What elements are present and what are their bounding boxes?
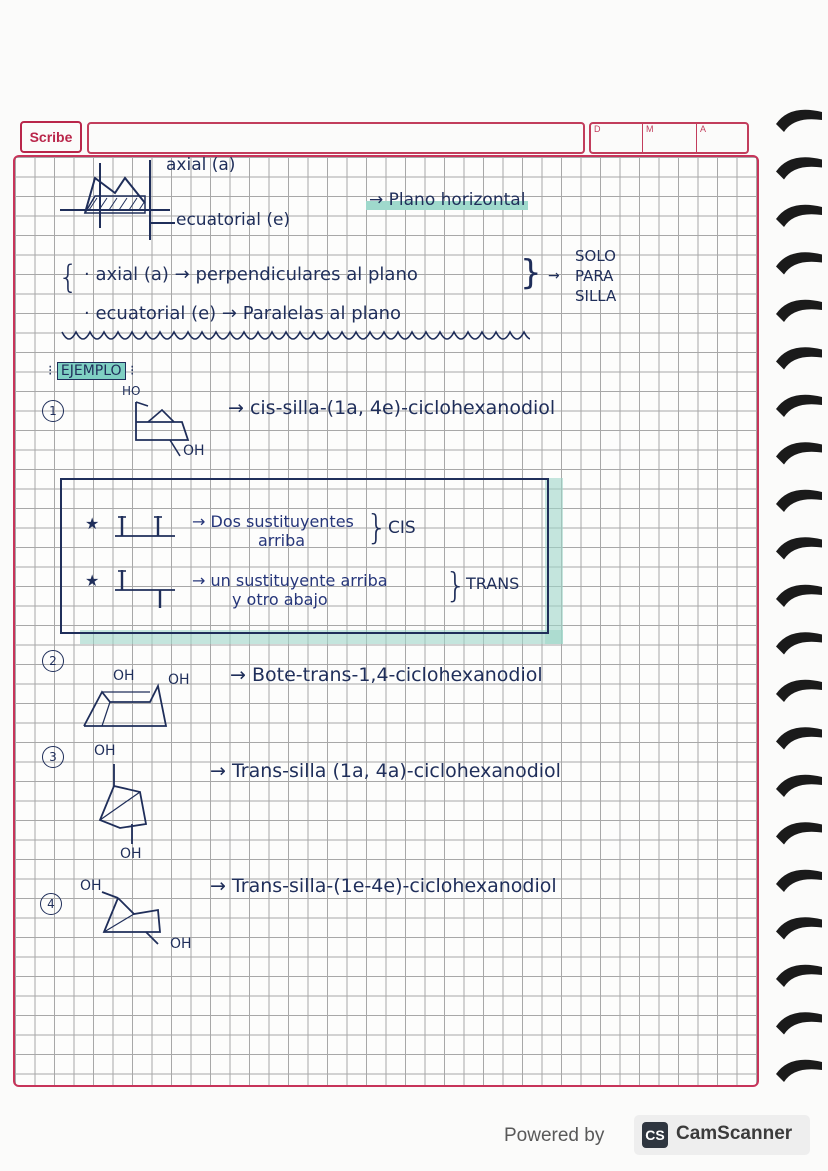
spiral-ring [776, 775, 822, 797]
cis-description [192, 512, 354, 550]
spiral-ring [776, 680, 822, 702]
cis-brace: } [366, 508, 388, 548]
ex4-chair-structure [98, 888, 178, 950]
ex4-oh-top: OH [80, 878, 102, 894]
spiral-ring [776, 870, 822, 892]
ex3-oh-top: OH [94, 743, 116, 759]
solo-line: SOLO [575, 247, 616, 265]
para-line: PARA [575, 267, 614, 285]
ex2-oh-2: OH [168, 672, 190, 688]
spiral-ring [776, 822, 822, 844]
plano-horizontal-text: → Plano horizontal [366, 190, 528, 210]
spiral-ring [776, 395, 822, 417]
spiral-ring [776, 300, 822, 322]
right-brace: } [520, 253, 542, 293]
axial-label: axial (a) [166, 155, 236, 175]
ex4-name: → Trans-silla-(1e-4e)-ciclohexanodiol [210, 875, 557, 897]
trans-label: TRANS [466, 574, 520, 593]
ejemplo-dash-left: ⁝ [48, 363, 57, 379]
trans-description [192, 571, 388, 609]
spiral-ring [776, 205, 822, 227]
spiral-ring [776, 537, 822, 559]
spiral-ring [776, 1060, 822, 1082]
ex3-name: → Trans-silla (1a, 4a)-ciclohexanodiol [210, 760, 561, 782]
spiral-ring [776, 347, 822, 369]
ecuatorial-label: ecuatorial (e) [176, 210, 291, 230]
rule-axial: · axial (a) → perpendiculares al plano [84, 264, 418, 285]
ex1-oh-label: OH [183, 443, 205, 459]
example-1-number: 1 [42, 400, 64, 422]
cis-trans-box [60, 478, 549, 634]
star-icon-2: ★ [85, 571, 100, 590]
trans-line-1: → un sustituyente arriba [192, 571, 388, 590]
solo-para-silla [575, 246, 616, 306]
ex2-name: → Bote-trans-1,4-ciclohexanodiol [230, 664, 543, 686]
left-brace: { [58, 258, 79, 296]
example-3-number: 3 [42, 746, 64, 768]
ex2-boat-structure [80, 682, 170, 732]
wavy-underline [60, 320, 530, 350]
trans-symbol [110, 568, 180, 610]
rule-ecuatorial: · ecuatorial (e) → Paralelas al plano [84, 303, 402, 324]
camscanner-badge [634, 1115, 810, 1155]
spiral-ring [776, 442, 822, 464]
example-4-number: 4 [40, 893, 62, 915]
ex2-oh-1: OH [113, 668, 135, 684]
powered-by-label: Powered by [504, 1125, 605, 1146]
ex3-oh-bottom: OH [120, 846, 142, 862]
ex4-oh-bottom: OH [170, 936, 192, 952]
spiral-rings [770, 90, 828, 1090]
ex1-ho-label: HO [122, 384, 141, 398]
title-field [87, 122, 585, 154]
spiral-ring [776, 917, 822, 939]
cis-label: CIS [388, 518, 416, 538]
spiral-ring [776, 1012, 822, 1034]
spiral-ring [776, 585, 822, 607]
brand-logo: Scribe [20, 121, 82, 153]
date-year-label: A [700, 124, 707, 134]
brace-arrow: → [548, 268, 560, 284]
ejemplo-heading [48, 363, 134, 379]
camscanner-logo-icon: CS [642, 1122, 668, 1148]
trans-line-2: y otro abajo [232, 590, 328, 609]
date-field [589, 122, 749, 154]
example-2-number: 2 [42, 650, 64, 672]
date-day-label: D [591, 124, 643, 152]
spiral-ring [776, 110, 822, 132]
spiral-ring [776, 632, 822, 654]
trans-brace: } [445, 566, 467, 606]
cis-line-1: → Dos sustituyentes [192, 512, 354, 531]
spiral-ring [776, 490, 822, 512]
spiral-ring [776, 727, 822, 749]
star-icon: ★ [85, 514, 100, 533]
date-month-label: M [643, 124, 697, 152]
camscanner-name: CamScanner [676, 1123, 793, 1144]
ex3-chair-structure [80, 762, 160, 852]
spiral-binding [770, 90, 828, 1090]
ex1-name: → cis-silla-(1a, 4e)-ciclohexanodiol [228, 397, 556, 419]
spiral-ring [776, 965, 822, 987]
ejemplo-dash-right: ⁝ [125, 363, 135, 379]
cis-symbol [110, 512, 180, 542]
spiral-ring [776, 252, 822, 274]
plano-horizontal-label [366, 190, 528, 210]
ejemplo-text: EJEMPLO [57, 362, 126, 380]
silla-line: SILLA [575, 287, 617, 305]
spiral-ring [776, 157, 822, 179]
cis-line-2: arriba [258, 531, 306, 550]
